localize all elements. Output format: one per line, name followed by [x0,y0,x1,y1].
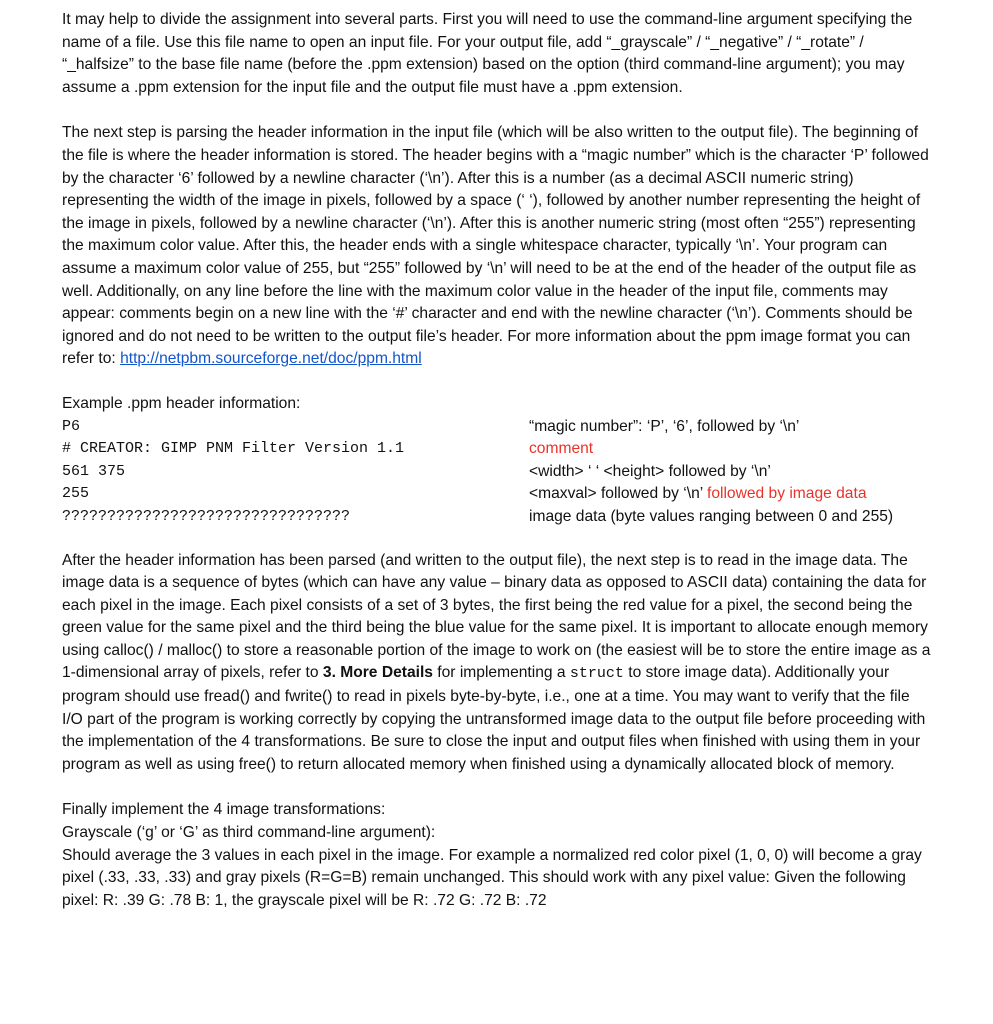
example-description [529,461,771,484]
example-header-table [62,416,932,534]
ppm-doc-link[interactable]: http://netpbm.sourceforge.net/doc/ppm.html [120,350,422,368]
example-description-text: <width> ‘ ‘ <height> followed by ‘\n’ [529,462,771,480]
example-description [529,483,867,506]
paragraph-image-data [62,550,932,777]
example-code: 255 [62,485,90,503]
example-description-text: <maxval> followed by ‘\n’ [529,485,707,503]
example-description-text: “magic number”: ‘P’, ‘6’, followed by ‘\n’ [529,417,800,435]
example-description-highlight: comment [529,440,594,458]
header-parsing-text: The next step is parsing the header information in the input file (which will be also written to the output file). The beginning of the file is where the header information is stored. The header begins with a “magic number” which is the character ‘P’ followed by the character ‘6’ followed by a newline character (‘\n’). After this is a number (as a decimal ASCII numeric string) representing the width of the image in pixels, followed by a space (‘ ‘), followed by another number representing the height of the image in pixels, followed by a newline character (‘\n’). After this is another numeric string (most often “255”) representing the maximum color value. After this, the header ends with a single whitespace character, typically ‘\n’. Your program can assume a maximum color value of 255, but “255” followed by ‘\n’ will need to be at the end of the header of the output file as well. Additionally, on any line before the line with the maximum color value in the header of the input file, comments may appear: comments begin on a new line with the ‘#’ character and end with the newline character (‘\n’). Comments should be ignored and do not need to be written to the output file’s header. For more information about the ppm image format you can refer to: [62,124,929,368]
example-title: Example .ppm header information: [62,394,301,412]
example-description [529,438,593,461]
document-page [62,9,932,912]
image-data-text-a: After the header information has been parsed (and written to the output file), the next step is to read in the image data. The image data is a sequence of bytes (which can have any value – binary data as opposed to ASCII data) containing the data for each pixel in the image. Each pixel consists of a set of 3 bytes, the first being the red value for a pixel, the second being the green value for the same pixel and the third being the blue value for the same pixel. It is important to allocate enough memory using calloc() / malloc() to store a reasonable portion of the image to work on (the easiest will be to store the entire image as a 1-dimensional array of pixels, refer to [62,551,931,682]
example-description [529,506,893,529]
paragraph-file-naming: It may help to divide the assignment into several parts. First you will need to use the command-line argument specifying the name of a file. Use this file name to open an input file. For your output file, add “_grayscale” / “_negative” / “_rotate” / “_halfsize” to the base file name (before the .ppm extension) based on the option (third command-line argument); you may assume a .ppm extension for the input file and the output file must have a .ppm extension. [62,11,913,96]
example-code: P6 [62,417,81,435]
example-description-highlight: followed by image data [706,485,867,503]
example-row [62,438,932,461]
image-data-text-c: to store image data). Additionally your program should use fread() and fwrite() to read in pixels byte-by-byte, i.e., one at a time. You may want to verify that the file I/O part of the program is working correctly by copying the untransformed image data to the output file before proceeding with the implementation of the 4 transformations. Be sure to close the input and output files when finished with using them in your program as well as using free() to return allocated memory when finished using a dynamically allocated block of memory. [62,664,926,773]
example-row [62,461,932,484]
transformations-intro: Finally implement the 4 image transformations: [62,801,386,819]
example-code: 561 375 [62,462,126,480]
example-code: # CREATOR: GIMP PNM Filter Version 1.1 [62,440,405,458]
example-code: ???????????????????????????????? [62,507,351,525]
grayscale-heading: Grayscale (‘g’ or ‘G’ as third command-line argument): [62,824,436,842]
more-details-ref: 3. More Details [322,664,433,682]
struct-keyword: struct [569,665,624,683]
image-data-text-b: for implementing a [432,664,570,682]
example-row [62,506,932,529]
example-description-text: image data (byte values ranging between 0 and 255) [529,507,894,525]
example-row [62,483,932,506]
grayscale-description: Should average the 3 values in each pixel in the image. For example a normalized red color pixel (1, 0, 0) will become a gray pixel (.33, .33, .33) and gray pixels (R=G=B) remain unchanged. This should work with any pixel value: Given the following pixel: R: .39 G: .78 B: 1, the grayscale pixel will be R: .72 G: .72 B: .72 [62,846,922,909]
example-description [529,416,799,439]
example-row [62,416,932,439]
paragraph-header-parsing [62,122,932,371]
